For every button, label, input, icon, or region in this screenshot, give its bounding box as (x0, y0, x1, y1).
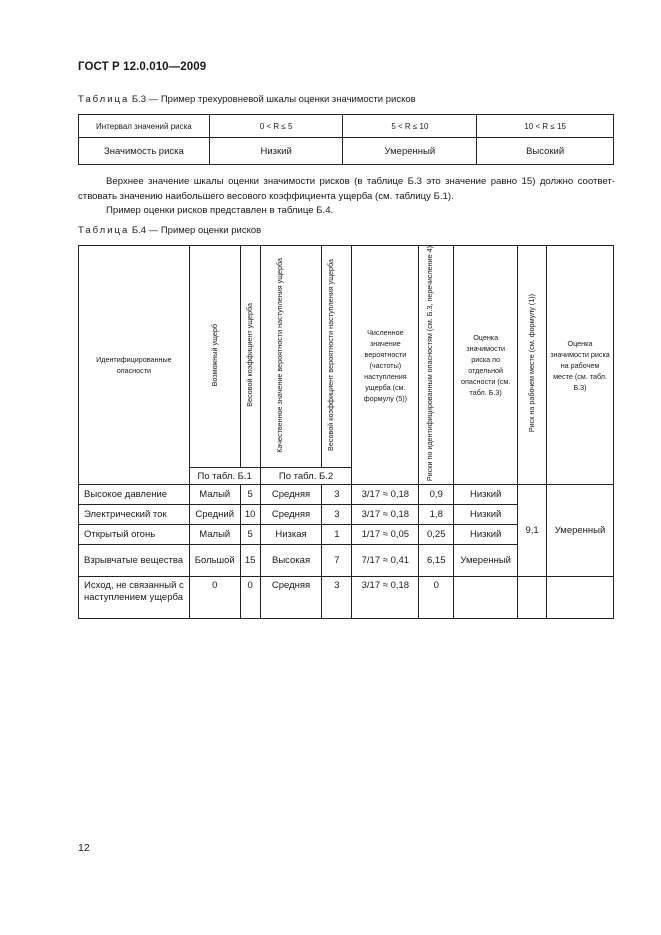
table-cell: 10 (240, 505, 260, 525)
header-hazard: Идентифицированные опасности (79, 246, 190, 485)
table-b4 (78, 245, 614, 619)
table-cell: 0,9 (419, 485, 454, 505)
table-cell (547, 577, 614, 619)
table-cell: 3 (322, 577, 352, 619)
table-cell: Взрывчатые вещества (79, 545, 190, 577)
ref-b2: По табл. Б.2 (260, 468, 352, 485)
table-cell: Высокое давление (79, 485, 190, 505)
table-cell: 1,8 (419, 505, 454, 525)
table-row (79, 485, 614, 505)
table-b4-caption (78, 225, 261, 236)
table-cell: Высокий (477, 138, 614, 165)
table-cell: 3/17 ≈ 0,18 (352, 505, 419, 525)
table-cell: Малый (189, 525, 240, 545)
table-cell: Средняя (260, 505, 322, 525)
table-cell: Низкий (209, 138, 343, 165)
table-cell: Электрический ток (79, 505, 190, 525)
table-cell: 0 (240, 577, 260, 619)
header-weight: Весовой коэффициент ущерба (240, 246, 260, 468)
body-text (78, 175, 615, 219)
document-header: ГОСТ Р 12.0.010—2009 (78, 61, 207, 73)
caption-label: Таблица (78, 94, 130, 105)
table-cell: 7 (322, 545, 352, 577)
workplace-risk-cell: 9,1 (518, 485, 547, 577)
table-cell: Умеренный (454, 545, 518, 577)
ref-b1: По табл. Б.1 (189, 468, 260, 485)
table-cell: 0 < R ≤ 5 (209, 115, 343, 138)
header-risk-workplace: Риск на рабочем месте (см. формулу (1)) (518, 246, 547, 485)
table-b3-caption (78, 94, 416, 105)
table-cell: 3 (322, 505, 352, 525)
paragraph: ствовать значению наибольшего весового коэффициента ущерба (см. таблицу Б.1). (78, 190, 454, 202)
table-cell: Низкий (454, 505, 518, 525)
table-cell: Малый (189, 485, 240, 505)
workplace-assessment-cell: Умеренный (547, 485, 614, 577)
header-qual: Качественное значение вероятности наступления ущерба (260, 246, 322, 468)
table-cell: Высокая (260, 545, 322, 577)
table-cell: 0,25 (419, 525, 454, 545)
header-numeric: Численное значение вероятности (частоты) наступления ущерба (см. формулу (5)) (352, 246, 419, 485)
table-cell: 7/17 ≈ 0,41 (352, 545, 419, 577)
header-damage: Возможный ущерб (189, 246, 240, 468)
table-cell: 15 (240, 545, 260, 577)
table-cell (454, 577, 518, 619)
table-cell: 6,15 (419, 545, 454, 577)
table-cell: Средняя (260, 485, 322, 505)
table-cell: 1 (322, 525, 352, 545)
caption-text: Б.4 — Пример оценки рисков (131, 225, 262, 236)
paragraph: Верхнее значение шкалы оценки значимости рисков (в таблице Б.3 это значение равно 15) должно соответ- (106, 176, 615, 187)
page-number: 12 (78, 842, 90, 854)
table-cell: Открытый огонь (79, 525, 190, 545)
table-cell (518, 577, 547, 619)
header-assessment: Оценка значимости риска по отдельной опасности (см. табл. Б.3) (454, 246, 518, 485)
table-cell: Низкий (454, 485, 518, 505)
table-cell: Исход, не связанный с наступлением ущерба (79, 577, 190, 619)
table-cell: 3/17 ≈ 0,18 (352, 485, 419, 505)
table-cell: 10 < R ≤ 15 (477, 115, 614, 138)
table-cell: 1/17 ≈ 0,05 (352, 525, 419, 545)
table-cell: 0 (189, 577, 240, 619)
caption-text: Б.3 — Пример трехуровневой шкалы оценки значимости рисков (131, 94, 416, 105)
table-cell: Большой (189, 545, 240, 577)
header-workplace-assessment: Оценка значимости риска на рабочем месте (см. табл. Б.3) (547, 246, 614, 485)
table-cell: 0 (419, 577, 454, 619)
table-cell: Значимость риска (79, 138, 210, 165)
table-row (79, 138, 614, 165)
table-cell: Средняя (260, 577, 322, 619)
table-b3 (78, 114, 614, 165)
table-header-row (79, 246, 614, 468)
table-cell: Умеренный (343, 138, 477, 165)
table-cell: 5 (240, 485, 260, 505)
table-cell: 3/17 ≈ 0,18 (352, 577, 419, 619)
table-cell: 5 < R ≤ 10 (343, 115, 477, 138)
table-row (79, 115, 614, 138)
header-weight-prob: Весовой коэффициент вероятности наступления ущерба (322, 246, 352, 468)
caption-label: Таблица (78, 225, 130, 236)
paragraph: Пример оценки рисков представлен в таблице Б.4. (106, 205, 334, 216)
table-cell: 5 (240, 525, 260, 545)
table-row (79, 577, 614, 619)
table-cell: Низкая (260, 525, 322, 545)
table-cell: 3 (322, 485, 352, 505)
table-cell: Низкий (454, 525, 518, 545)
header-risk-hazard: Риски по идентифицированным опасностям (см. Б.3, перечисление 4) (419, 246, 454, 485)
table-cell: Средний (189, 505, 240, 525)
table-cell: Интервал значений риска (79, 115, 210, 138)
